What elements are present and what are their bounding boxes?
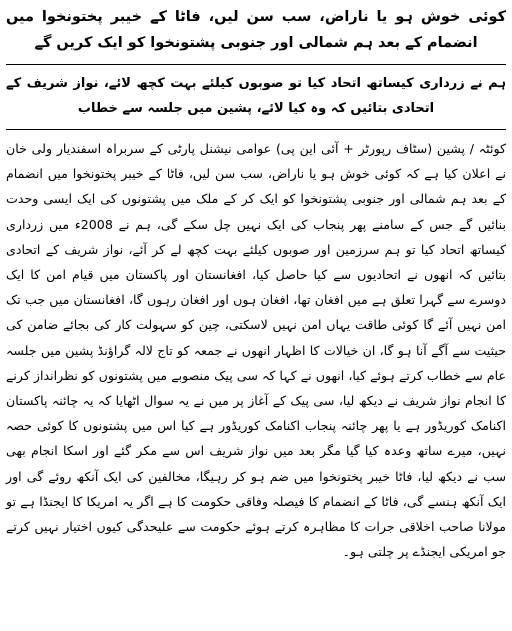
subheadline-divider bbox=[6, 129, 506, 130]
headline-divider bbox=[6, 64, 506, 65]
subheadline: ہم نے زرداری کیساتھ اتحاد کیا تو صوبوں کیلئے بہت کچھ لائے، نواز شریف کے اتحادی بتائیں کہ وہ کیا لائے، پشین میں جلسہ سے خطاب bbox=[6, 76, 506, 116]
article-body: کوئٹہ / پشین (سٹاف رپورٹر + آئی این پی) عوامی نیشنل پارٹی کے سربراہ اسفندیار ولی خان نے اعلان کیا ہے کہ کوئی خوش ہو یا ناراض، سب سن لیں، فاٹا کے خیبر پختونخوا میں انضمام کے بعد ہم شمالی اور جنوبی پشتونخوا کو ایک کر کے ملک میں پشتونوں کی ایک ایسی وحدت بنائیں گے جس کے سامنے پھر پنجاب کی ایک نہیں چل سکے گی، ہم نے 2008ء میں زرداری کیساتھ اتحاد کیا تو ہم سرزمین اور صوبوں کیلئے بہت کچھ لے کر آئے، نواز شریف کے اتحادی بتائیں کہ انھوں نے اتحادیوں سے کیا حاصل کیا، افغانستان اور پاکستان میں قیام امن کا ایک دوسرے سے گہرا تعلق ہے میں افغان تھا، افغان ہوں اور افغان رہوں گا، افغانستان میں جب تک امن نہیں آئے گا کوئی طاقت یہاں امن نہیں لاسکتی، چین کو سہولت کار کی بجائے ضامن کی حیثیت سے آگے آنا ہو گا، ان خیالات کا اظہار انھوں نے جمعہ کو تاج لالہ گراؤنڈ پشین میں جلسہ عام سے خطاب کرتے ہوئے کیا، انھوں نے کہا کہ سی پیک منصوبے میں پشتونوں کو نظرانداز کرنے کا انجام نواز شریف نے دیکھ لیا، سی پیک کے آغاز پر میں نے یہ سوال اٹھایا کہ یہ چائنہ پاکستان اکنامک کوریڈور ہے یا پھر چائنہ پنجاب اکنامک کوریڈور ہے کیا اس میں پشتونوں کا کوئی حصہ نہیں، میرے ساتھ وعدہ کیا گیا مگر بعد میں نواز شریف اس سے مکر گئے اور اسکا انجام بھی سب نے دیکھ لیا، فاٹا خیبر پختونخوا میں ضم ہو کر رہیگا، مخالفین کی ایک آنکھ روئے گی اور ایک آنکھ ہنسے گی، فاٹا کے انضمام کا فیصلہ وفاقی حکومت کا ہے اگر یہ امریکا کا ایجنڈا ہے تو مولانا صاحب اخلاقی جرات کا مظاہرہ کرتے ہوئے حکومت سے علیحدگی کیوں اختیار نہیں کرتے جو امریکی ایجنڈے پر چلتی ہو۔ bbox=[6, 141, 506, 560]
headline: کوئی خوش ہو یا ناراض، سب سن لیں، فاٹا کے خیبر پختونخوا میں انضمام کے بعد ہم شمالی اور جنوبی پشتونخوا کو ایک کریں گے bbox=[6, 9, 506, 51]
